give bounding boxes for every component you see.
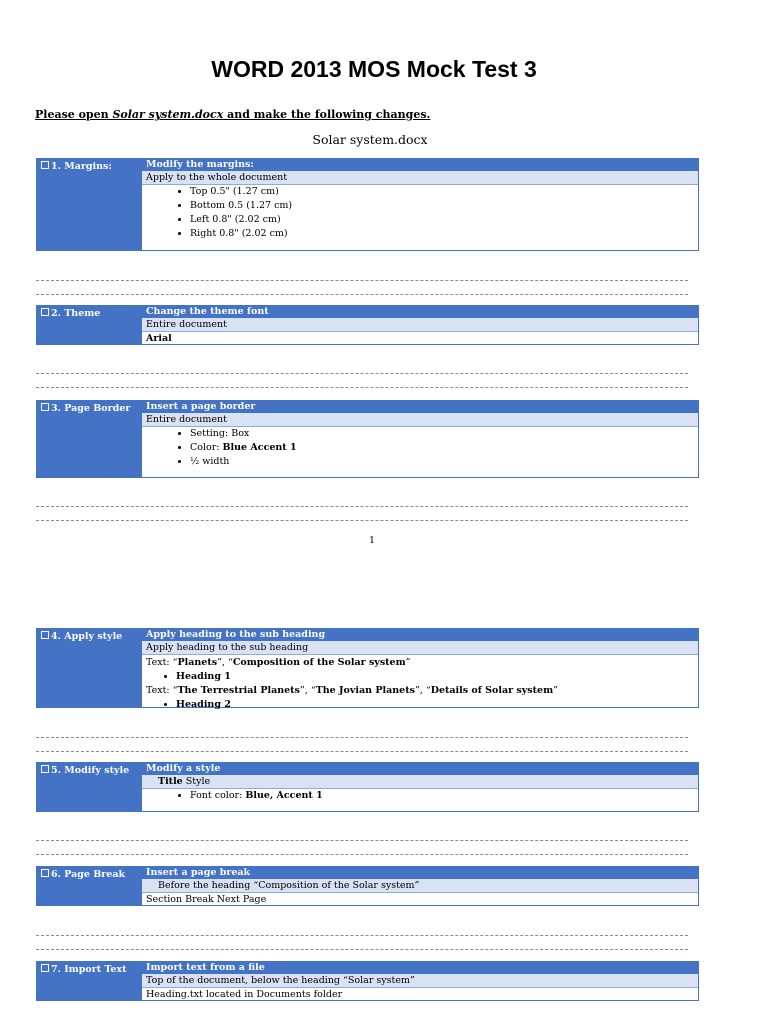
task-2-location: Entire document (142, 318, 698, 332)
task-4-header: Apply heading to the sub heading (142, 629, 698, 641)
task-3-header: Insert a page border (142, 401, 698, 413)
task-6-location: Before the heading “Composition of the Solar system” (142, 879, 698, 893)
task-4-table (36, 628, 699, 708)
list-item: • ½ width (190, 455, 698, 469)
task-6-detail: Section Break Next Page (146, 894, 267, 905)
task-3-label: 3. Page Border (37, 401, 142, 477)
task-5-label: 5. Modify style (37, 763, 142, 811)
task-3-detail (142, 427, 698, 477)
page-number: 1 (369, 535, 376, 546)
task-2-label: 2. Theme (37, 306, 142, 344)
list-item: • Setting: Box (190, 427, 698, 441)
task-5-detail (142, 789, 698, 811)
task-7-label: 7. Import Text (37, 962, 142, 1000)
checkbox-icon[interactable] (41, 403, 49, 411)
task-4-text-1: Text: “Planets”, “Composition of the Solar system” (146, 657, 411, 668)
task-1-table (36, 158, 699, 251)
list-item: • Font color: Blue, Accent 1 (190, 789, 698, 803)
task-5-header: Modify a style (142, 763, 698, 775)
task-4-text-2: Text: “The Terrestrial Planets”, “The Jovian Planets”, “Details of Solar system” (146, 685, 558, 696)
checkbox-icon[interactable] (41, 765, 49, 773)
task-7-location: Top of the document, below the heading “Solar system” (142, 974, 698, 988)
task-4-label: 4. Apply style (37, 629, 142, 707)
checkbox-icon[interactable] (41, 631, 49, 639)
task-6-label: 6. Page Break (37, 867, 142, 905)
list-item: • Right 0.8" (2.02 cm) (190, 227, 698, 241)
list-item: • Color: Blue Accent 1 (190, 441, 698, 455)
task-1-location: Apply to the whole document (142, 171, 698, 185)
page-title: WORD 2013 MOS Mock Test 3 (211, 56, 537, 82)
answer-lines (36, 935, 688, 951)
task-1-label: 1. Margins: (37, 159, 142, 250)
list-item: • Heading 1 (176, 670, 698, 684)
task-7-table (36, 961, 699, 1001)
instruction-line (35, 108, 430, 121)
task-4-location: Apply heading to the sub heading (142, 641, 698, 655)
task-1-header: Modify the margins: (142, 159, 698, 171)
task-2-detail: Arial (146, 333, 172, 344)
list-item: • Bottom 0.5 (1.27 cm) (190, 199, 698, 213)
answer-lines (36, 737, 688, 753)
answer-lines (36, 280, 688, 296)
task-7-detail: Heading.txt located in Documents folder (146, 989, 343, 1000)
checkbox-icon[interactable] (41, 964, 49, 972)
instruction-suffix: and make the following changes. (223, 108, 431, 121)
list-item: • Heading 2 (176, 698, 698, 712)
answer-lines (36, 373, 688, 389)
task-4-detail (142, 655, 698, 712)
task-2-table (36, 305, 699, 345)
file-heading: Solar system.docx (312, 132, 428, 147)
checkbox-icon[interactable] (41, 161, 49, 169)
instruction-file: Solar system.docx (112, 108, 224, 121)
checkbox-icon[interactable] (41, 869, 49, 877)
task-5-location: Title Style (142, 775, 698, 789)
task-6-header: Insert a page break (142, 867, 698, 879)
task-2-header: Change the theme font (142, 306, 698, 318)
task-3-location: Entire document (142, 413, 698, 427)
answer-lines (36, 840, 688, 856)
answer-lines (36, 506, 688, 522)
task-7-header: Import text from a file (142, 962, 698, 974)
task-1-detail (142, 185, 698, 250)
list-item: • Left 0.8" (2.02 cm) (190, 213, 698, 227)
instruction-prefix: Please open (35, 108, 113, 121)
list-item: • Top 0.5" (1.27 cm) (190, 185, 698, 199)
checkbox-icon[interactable] (41, 308, 49, 316)
task-3-table (36, 400, 699, 478)
task-5-table (36, 762, 699, 812)
task-6-table (36, 866, 699, 906)
